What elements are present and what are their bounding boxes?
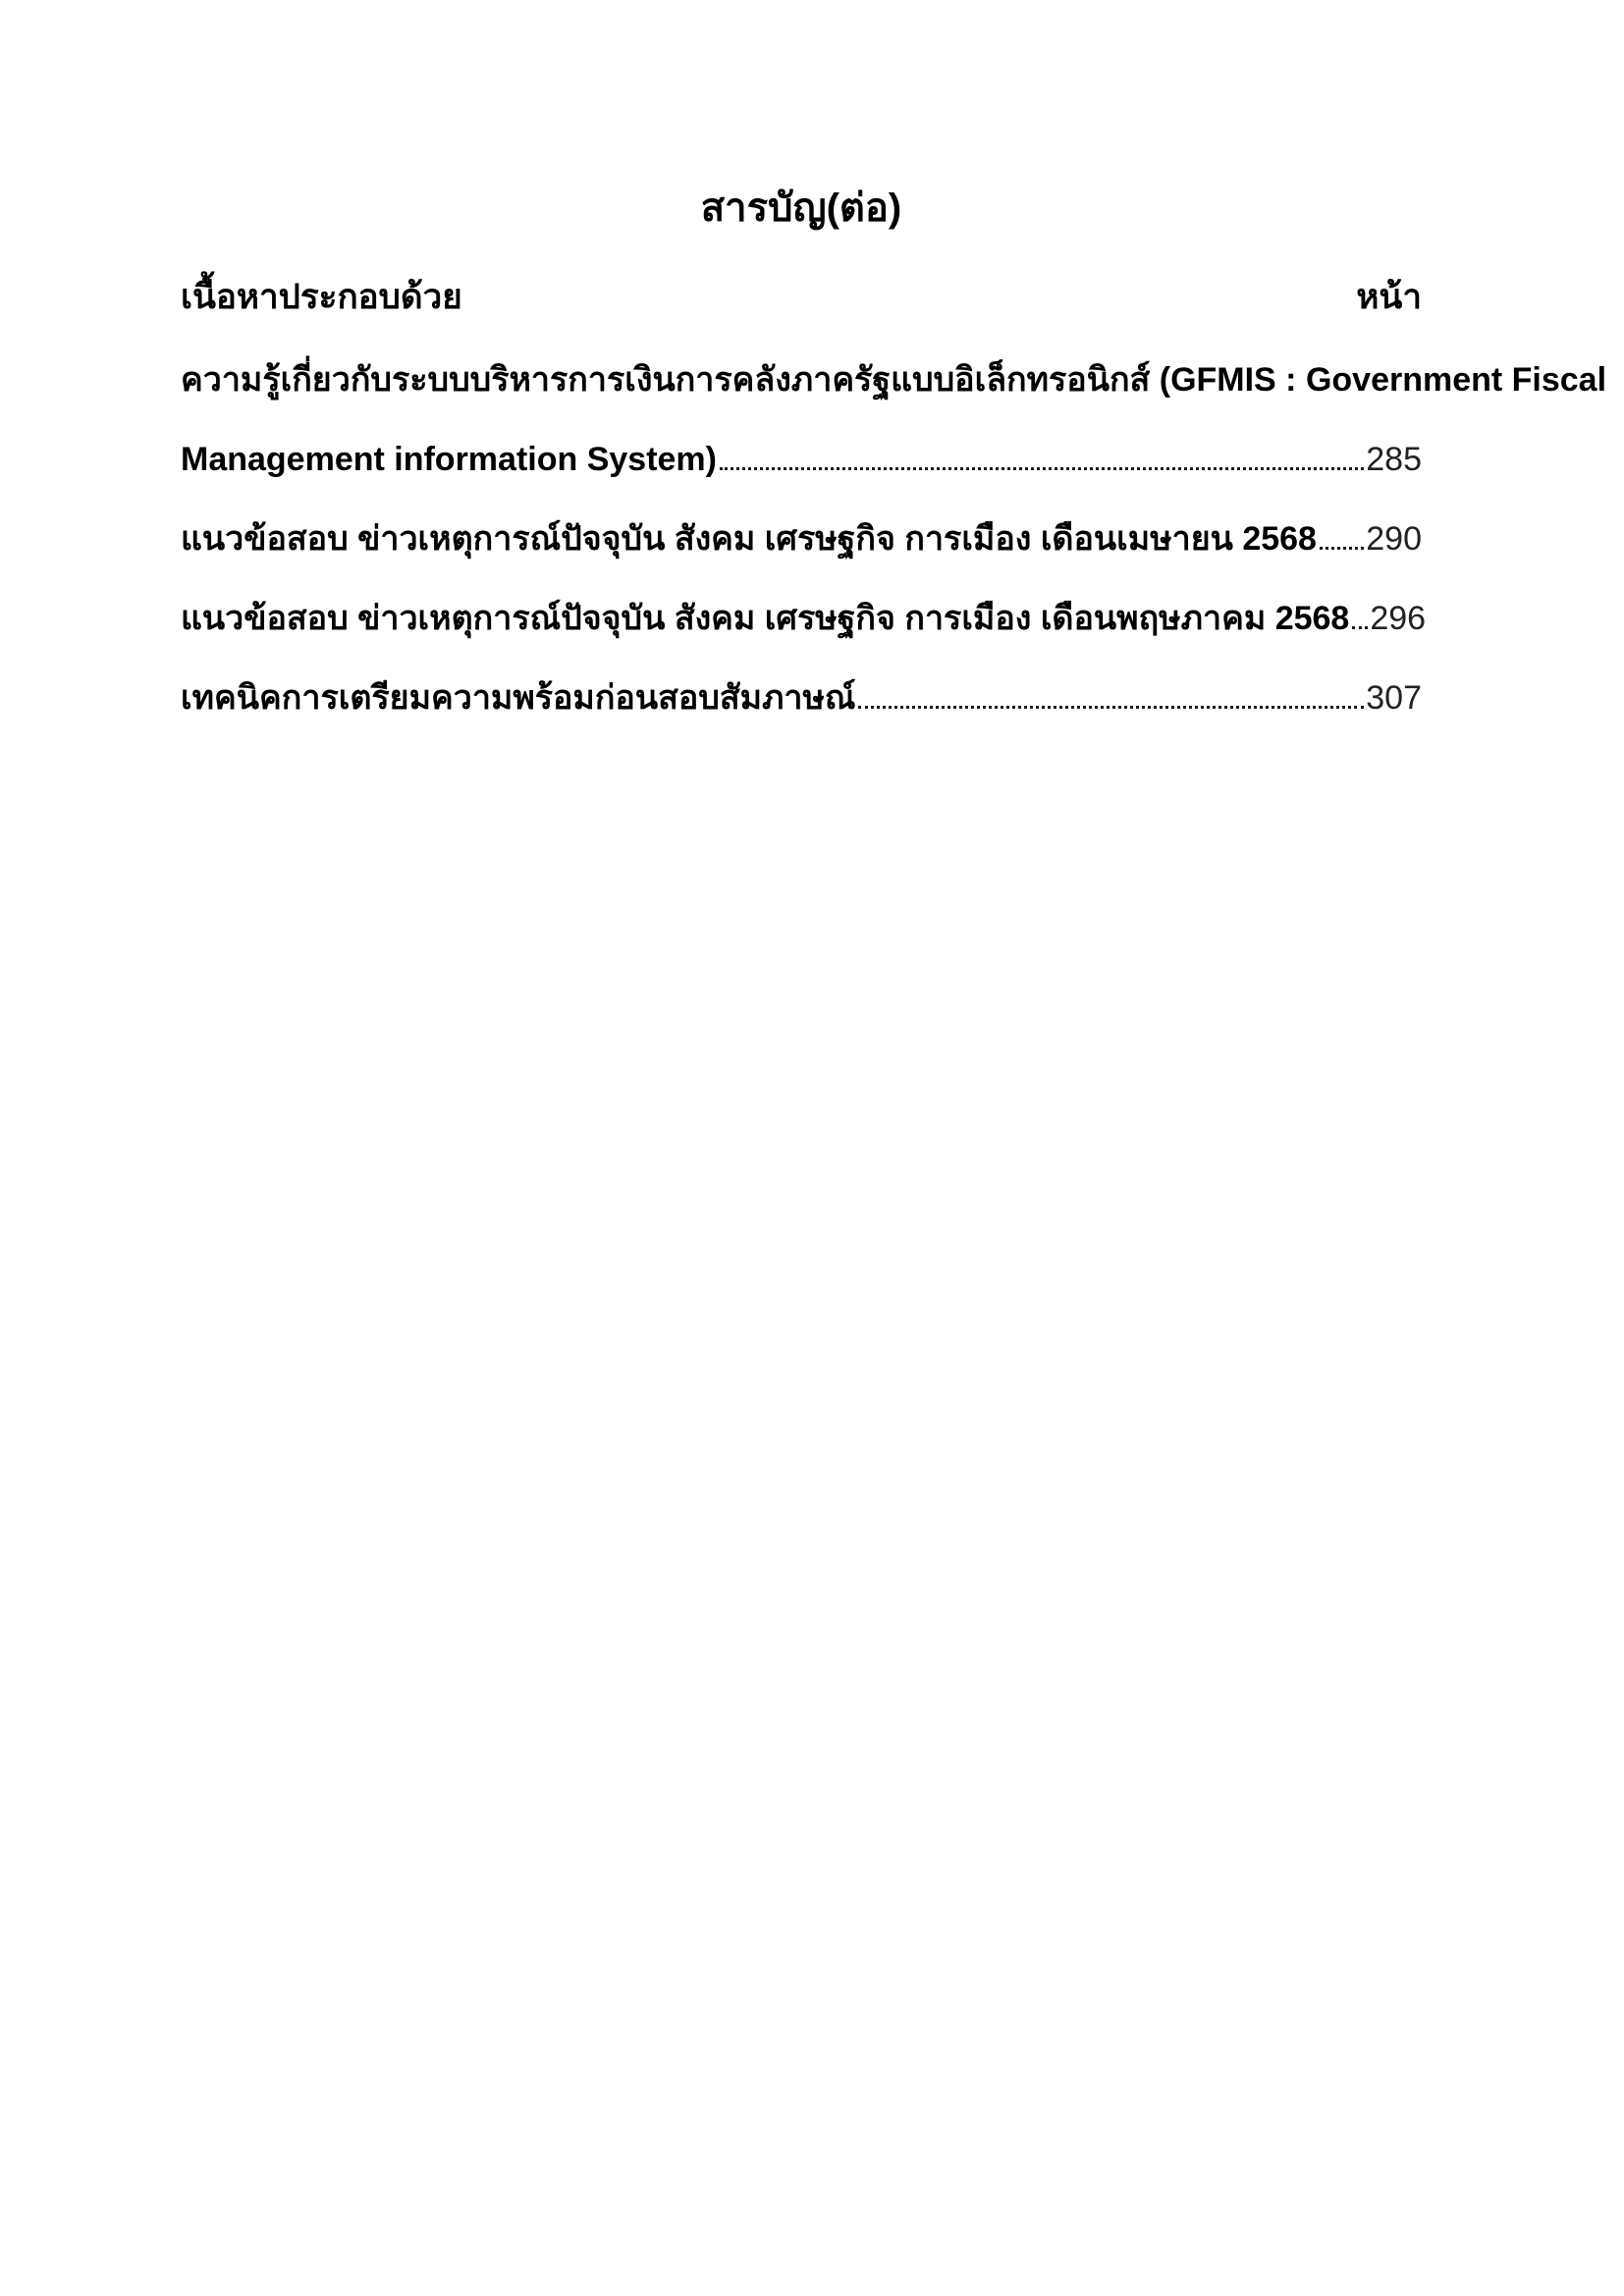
toc-entry-text: แนวข้อสอบ ข่าวเหตุการณ์ปัจจุบัน สังคม เศรษฐกิจ การเมือง เดือนพฤษภาคม 2568 (181, 600, 1350, 637)
dot-leader (858, 706, 1364, 709)
toc-entry-line (181, 355, 1607, 404)
toc-entry-text: ความรู้เกี่ยวกับระบบบริหารการเงินการคลังภาครัฐแบบอิเล็กทรอนิกส์ (GFMIS : Government Fiscal (181, 361, 1607, 399)
dot-leader (720, 467, 1364, 470)
toc-entry-line (181, 594, 1427, 643)
page-header-label: หน้า (1356, 278, 1422, 316)
toc-list (181, 355, 1607, 722)
toc-entry-text: เทคนิคการเตรียมความพร้อมก่อนสอบสัมภาษณ์ (181, 679, 856, 717)
toc-entry (181, 514, 1422, 563)
toc-entry (181, 355, 1607, 484)
toc-page-number: 296 (1370, 600, 1427, 637)
toc-entry (181, 673, 1422, 722)
page-title: สารบัญ(ต่อ) (700, 187, 902, 230)
toc-entry-text-continued: Management information System) (181, 441, 717, 478)
content-header-label: เนื้อหาประกอบด้วย (181, 278, 462, 316)
toc-entry-line (181, 514, 1422, 563)
dot-leader (1352, 626, 1368, 629)
dot-leader (1320, 547, 1364, 550)
toc-page-number: 285 (1366, 441, 1422, 478)
toc-entry (181, 594, 1427, 643)
toc-entry-line (181, 673, 1422, 722)
toc-header-row (181, 273, 1422, 322)
toc-page-number: 307 (1366, 679, 1422, 717)
toc-entry-line (181, 435, 1422, 484)
toc-page-number: 290 (1366, 520, 1422, 558)
toc-entry-text: แนวข้อสอบ ข่าวเหตุการณ์ปัจจุบัน สังคม เศรษฐกิจ การเมือง เดือนเมษายน 2568 (181, 520, 1317, 558)
